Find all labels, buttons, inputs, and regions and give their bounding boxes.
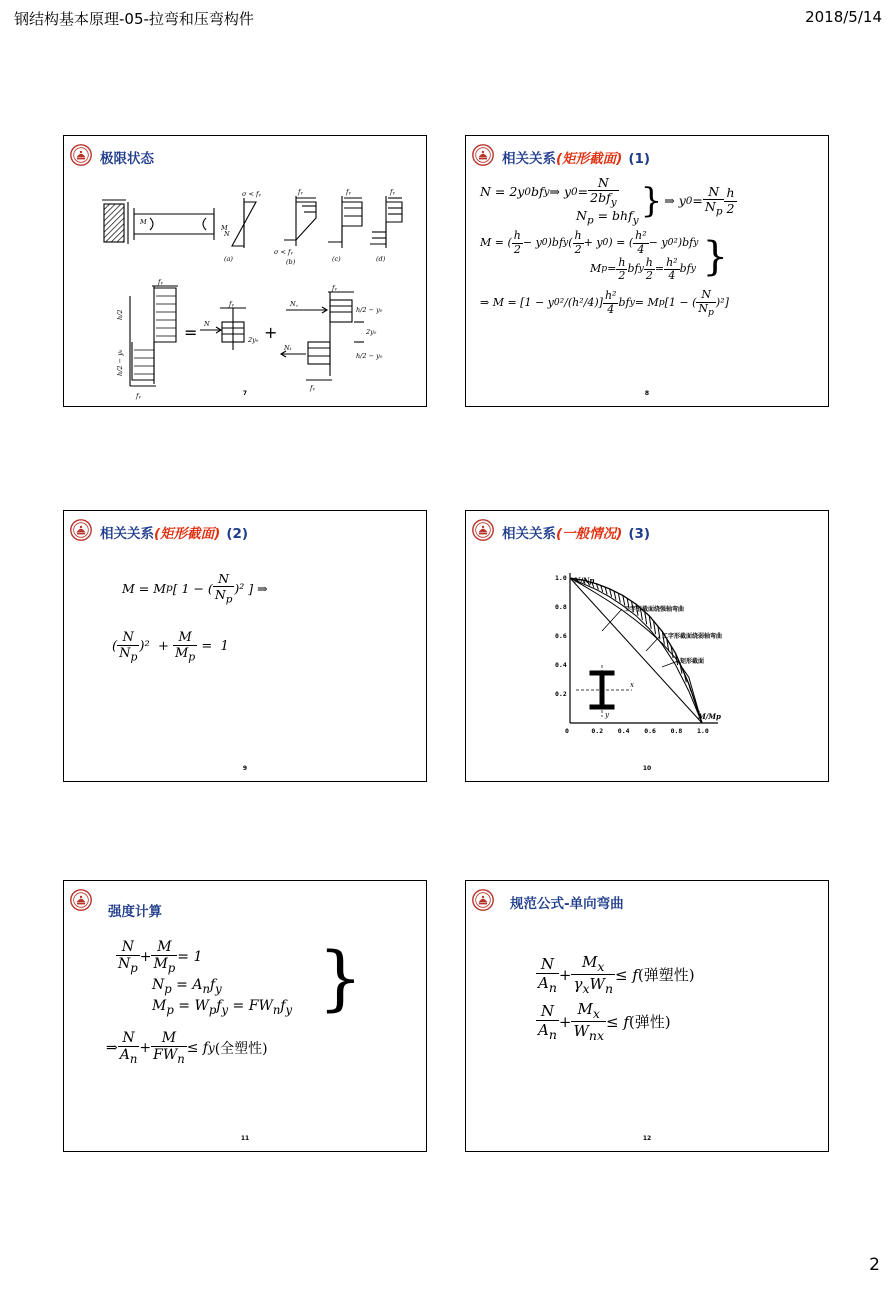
label-M-left: M bbox=[140, 218, 147, 226]
slide-8-rect-section-1 bbox=[465, 135, 829, 407]
slide-12-code-formula bbox=[465, 880, 829, 1152]
y-tick-label: 0.8 bbox=[555, 603, 567, 611]
title-main: 相关关系 bbox=[100, 526, 154, 542]
label-a: (a) bbox=[224, 255, 233, 263]
slide-number: 8 bbox=[644, 390, 650, 397]
slide-number: 12 bbox=[642, 1135, 652, 1142]
y-tick-label: 0.6 bbox=[555, 632, 567, 640]
slide-title bbox=[502, 147, 650, 167]
label-h2: h/2 bbox=[116, 309, 124, 320]
label-h2-y0-bottom: h/2 − y₀ bbox=[356, 352, 383, 360]
slide-title: 强度计算 bbox=[108, 904, 162, 920]
y-tick-label: 0.4 bbox=[555, 661, 567, 669]
slide-number: 7 bbox=[242, 390, 248, 397]
label-2y0-mid: 2y₀ bbox=[248, 336, 259, 344]
annotation-weak-axis: 工字形截面绕弱轴弯曲 bbox=[662, 633, 723, 640]
i-section-icon bbox=[576, 665, 632, 717]
title-tag: (3) bbox=[628, 526, 651, 542]
title-emphasis: (矩形截面) bbox=[556, 151, 623, 167]
y-axis-label: N/Np bbox=[574, 576, 595, 585]
label-sigma-b: σ < fᵧ bbox=[274, 248, 293, 256]
slide-title bbox=[100, 522, 248, 542]
x-axis-label: M/Mp bbox=[698, 712, 721, 721]
slide-9-rect-section-2 bbox=[63, 510, 427, 782]
label-d: (d) bbox=[376, 255, 386, 263]
x-tick-label: 0.6 bbox=[644, 727, 656, 735]
university-logo-icon bbox=[70, 519, 92, 541]
y-tick-label: 1.0 bbox=[555, 574, 567, 582]
university-logo-icon bbox=[472, 144, 494, 166]
page-number: 2 bbox=[869, 1255, 880, 1275]
university-logo-icon bbox=[472, 889, 494, 911]
university-logo-icon bbox=[70, 889, 92, 911]
slide-10-general-case bbox=[465, 510, 829, 782]
label-N: N bbox=[224, 230, 230, 238]
title-main: 相关关系 bbox=[502, 526, 556, 542]
label-c: (c) bbox=[332, 255, 341, 263]
label-sigma-a: σ < fᵧ bbox=[242, 190, 261, 198]
slide-7-limit-state bbox=[63, 135, 427, 407]
equation-block: M = M p [ 1 − ( N $N_p$ )² ] ⇒ ( N $N_p$ )² + M $M_p$ = 1 bbox=[112, 571, 268, 664]
x-tick-label: 0.2 bbox=[591, 727, 604, 735]
slide-title: 极限状态 bbox=[100, 151, 154, 167]
label-h2-y0-left: h/2 − y₀ bbox=[116, 349, 124, 376]
series-line-3 bbox=[570, 578, 705, 723]
y-tick-label: 0.2 bbox=[555, 690, 567, 698]
section-axis-x: x bbox=[630, 681, 634, 689]
label-Nc: N꜀ bbox=[290, 300, 298, 308]
x-tick-label: 0.4 bbox=[617, 727, 630, 735]
label-h2-y0-top: h/2 − y₀ bbox=[356, 306, 383, 314]
x-tick-label: 0.8 bbox=[670, 727, 683, 735]
label-fy-c: fᵧ bbox=[346, 188, 351, 196]
label-fy-bottom: fᵧ bbox=[136, 392, 141, 400]
title-tag: (2) bbox=[226, 526, 249, 542]
label-fy-right: fᵧ bbox=[332, 284, 337, 292]
slide-number: 10 bbox=[642, 765, 652, 772]
title-emphasis: (一般情况) bbox=[556, 526, 623, 542]
section-axis-y: y bbox=[605, 711, 609, 719]
label-b: (b) bbox=[286, 258, 296, 266]
equation-block: N $A_n$ + $M_x$ $\gamma_xW_n$ ≤ f (弹塑性) N $A_n$ + $M_x$ $W_{nx}$ ≤ f (弹性) bbox=[538, 953, 695, 1043]
slide-number: 11 bbox=[240, 1135, 250, 1142]
label-2y0: 2y₀ bbox=[366, 328, 377, 336]
elastoplastic-note: (弹塑性) bbox=[637, 966, 695, 984]
annotation-strong-axis: 工字形截面绕强轴弯曲 bbox=[624, 606, 685, 613]
slide-11-strength-calc bbox=[63, 880, 427, 1152]
title-emphasis: (矩形截面) bbox=[154, 526, 221, 542]
slide-number: 9 bbox=[242, 765, 248, 772]
label-fy-mid: fᵧ bbox=[229, 300, 234, 308]
equation-block: N = 2y 0 bf y ⇒ y 0 = N $2bf_y$ $N_p = bhf_y$ } ⇒ y 0 = N $N_p$ h 2 M = ( h 2 − y 0 )bf y ( h 2 + y 0 ) = ( h² 4 − y 0 ²)bf y M p = h 2 bf y h 2 = h² 4 bf y } ⇒ M = [1 − y 0 ²/(h²/4)] h² 4 bf y = M p [1 − ( N $N_p$ )²] bbox=[480, 175, 735, 318]
full-plastic-note: (全塑性) bbox=[214, 1041, 268, 1058]
print-date: 2018/5/14 bbox=[805, 8, 882, 26]
label-fy-top: fᵧ bbox=[158, 278, 163, 286]
title-main: 相关关系 bbox=[502, 151, 556, 167]
slide-title: 规范公式-单向弯曲 bbox=[510, 896, 624, 912]
interaction-curve-chart bbox=[466, 511, 830, 783]
plus-sign: + bbox=[264, 323, 278, 342]
label-M: M bbox=[221, 224, 228, 232]
label-fy-b: fᵧ bbox=[298, 188, 303, 196]
title-tag: (1) bbox=[628, 151, 651, 167]
equation-block: N $N_p$ + M $M_p$ = 1 $N_p = A_nf_y$ $M_p = W_pf_y = FW_nf_y$ } ⇒ N $A_n$ + M $FW_n$ ≤ f y (全塑性) bbox=[106, 936, 363, 1067]
elastic-note: (弹性) bbox=[628, 1013, 671, 1031]
x-tick-label: 0 bbox=[565, 727, 569, 735]
label-Nt: Nₜ bbox=[284, 344, 292, 352]
label-N-mid: N bbox=[204, 320, 210, 328]
equals-sign: = bbox=[184, 323, 198, 342]
x-tick-label: 1.0 bbox=[697, 727, 709, 735]
document-title: 钢结构基本原理-05-拉弯和压弯构件 bbox=[14, 10, 254, 28]
label-fy-d: fᵧ bbox=[390, 188, 395, 196]
label-fy-right-bottom: fᵧ bbox=[310, 384, 315, 392]
annotation-rectangle: 矩形截面 bbox=[680, 658, 705, 665]
